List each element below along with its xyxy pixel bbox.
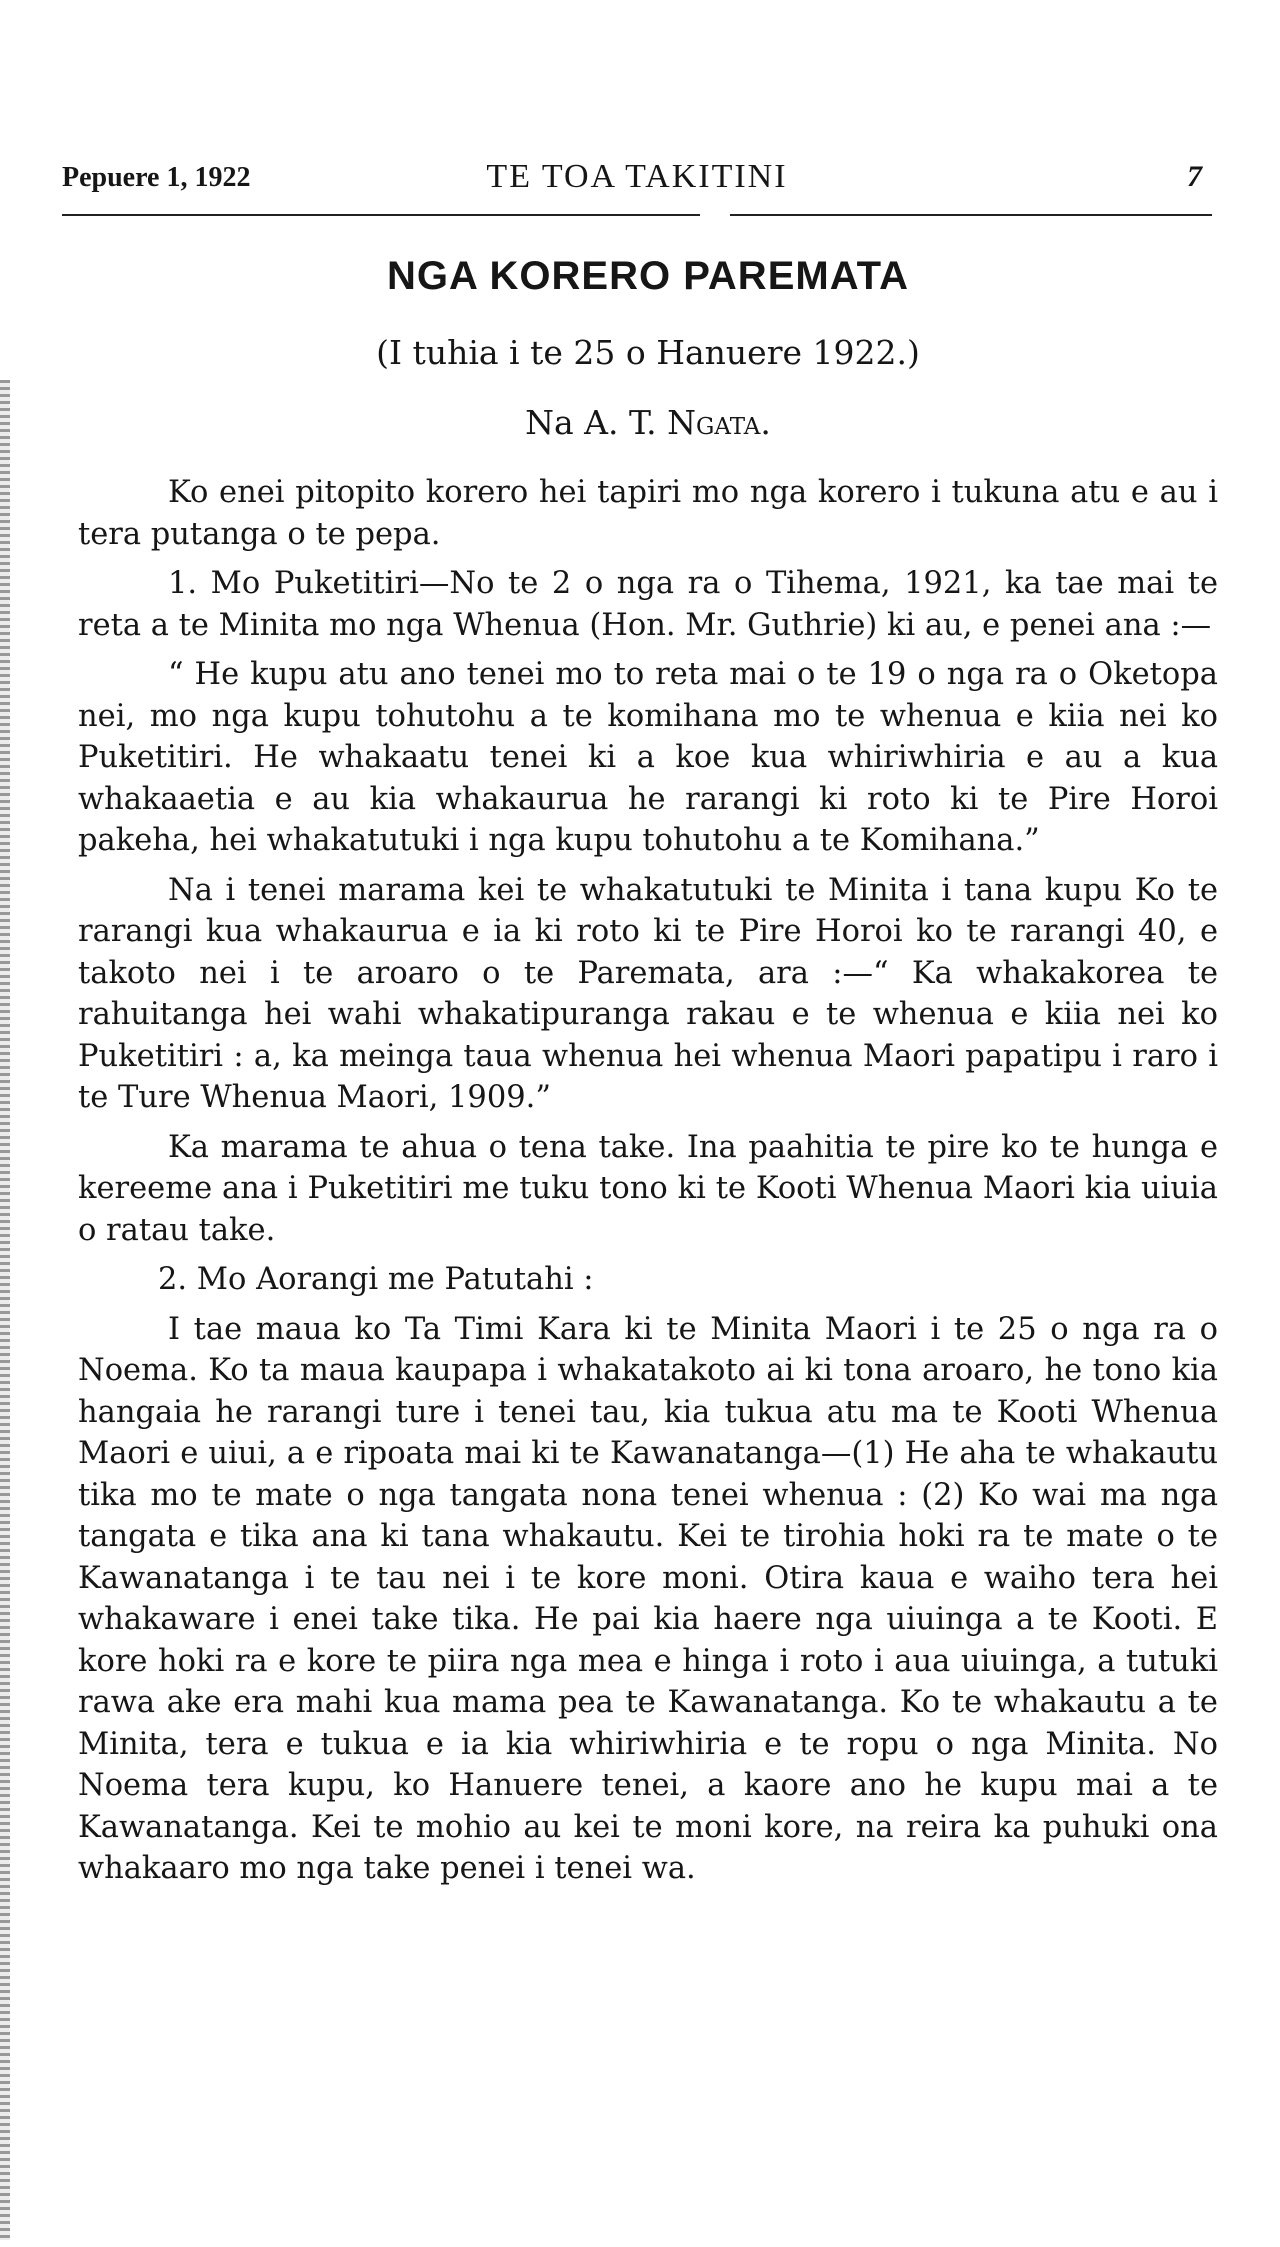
article-dateline: (I tuhia i te 25 o Hanuere 1922.) (376, 333, 920, 372)
article (78, 248, 1218, 1898)
paragraph-aorangi-heading: 2. Mo Aorangi me Patutahi : (158, 1262, 594, 1297)
paragraph-intro: Ko enei pitopito korero hei tapiri mo nga korero i tukuna atu e au i tera putanga o te pepa. (78, 475, 1218, 552)
paragraph-minister-letter: “ He kupu atu ano tenei mo to reta mai o te 19 o nga ra o Oketopa nei, mo nga kupu tohutohu a te komihana mo te whenua e kiia nei ko Puketitiri. He whakaatu tenei ki a koe kua whiriwhiria e au a kua whakaaetia e au kia whakaurua he rarangi ki roto ki te Pire Horoi pakeha, hei whakatutuki i nga kupu tohutohu a te Komihana.” (78, 657, 1218, 858)
issue-date: Pepuere 1, 1922 (62, 162, 251, 193)
byline-prefix: Na A. T. (525, 403, 668, 442)
page-binding-edge (0, 380, 10, 2240)
header-rule (62, 214, 1212, 216)
article-title: NGA KORERO PAREMATA (387, 254, 909, 298)
page-number: 7 (1187, 160, 1202, 193)
paragraph-outcome: Ka marama te ahua o tena take. Ina paahitia te pire ko te hunga e kereeme ana i Puketitiri me tuku tono ki te Kooti Whenua Maori kia uiuia o ratau take. (78, 1129, 1218, 1248)
paragraph-aorangi-body: I tae maua ko Ta Timi Kara ki te Minita Maori i te 25 o nga ra o Noema. Ko ta maua kaupapa i whakatakoto ai ki tona aroaro, he tono kia hangaia he rarangi ture i tenei tau, kia tukua atu ma te Kooti Whenua Maori e uiui, a e ripoata mai ki te Kawanatanga—(1) He aha te whakautu tika mo te mate o nga tangata nona tenei whenua : (2) Ko wai ma nga tangata e tika ana ki tana whakautu. Kei te tirohia hoki ra te mate o te Kawanatanga i te tau nei i te kore moni. Otira kaua e waiho tera hei whakaware i enei take tika. He pai kia haere nga uiuinga a te Kooti. E kore hoki ra e kore te piira nga mea e hinga i roto i aua uiuinga, a tutuki rawa ake era mahi kua mama pea te Kawanatanga. Ko te whakautu a te Minita, tera e tukua e ia kia whiriwhiria e te ropu o nga Minita. No Noema tera kupu, ko Hanuere tenei, a kaore ano he kupu mai a te Kawanatanga. Kei te mohio au kei te moni kore, na reira ka puhuki ona whakaaro mo nga take penei i tenei wa. (78, 1311, 1218, 1886)
paragraph-bill-clause: Na i tenei marama kei te whakatutuki te Minita i tana kupu Ko te rarangi kua whakaurua e ia ki roto ki te Pire Horoi ko te rarangi 40, e takoto nei i te aroaro o te Paremata, ara :—“ Ka whakakorea te rahuitanga hei wahi whakatipuranga rakau e te whenua e kiia nei ko Puketitiri : a, ka meinga taua whenua hei whenua Maori papatipu i raro i te Ture Whenua Maori, 1909.” (78, 872, 1218, 1115)
article-body (78, 472, 1218, 1890)
header-rule-gap (700, 210, 730, 218)
article-byline (78, 400, 1218, 446)
byline-author: Ngata. (667, 403, 771, 442)
publication-title: TE TOA TAKITINI (486, 158, 788, 195)
paragraph-puketitiri: 1. Mo Puketitiri—No te 2 o nga ra o Tihema, 1921, ka tae mai te reta a te Minita mo nga Whenua (Hon. Mr. Guthrie) ki au, e penei ana :— (78, 566, 1218, 643)
running-header (62, 150, 1212, 210)
